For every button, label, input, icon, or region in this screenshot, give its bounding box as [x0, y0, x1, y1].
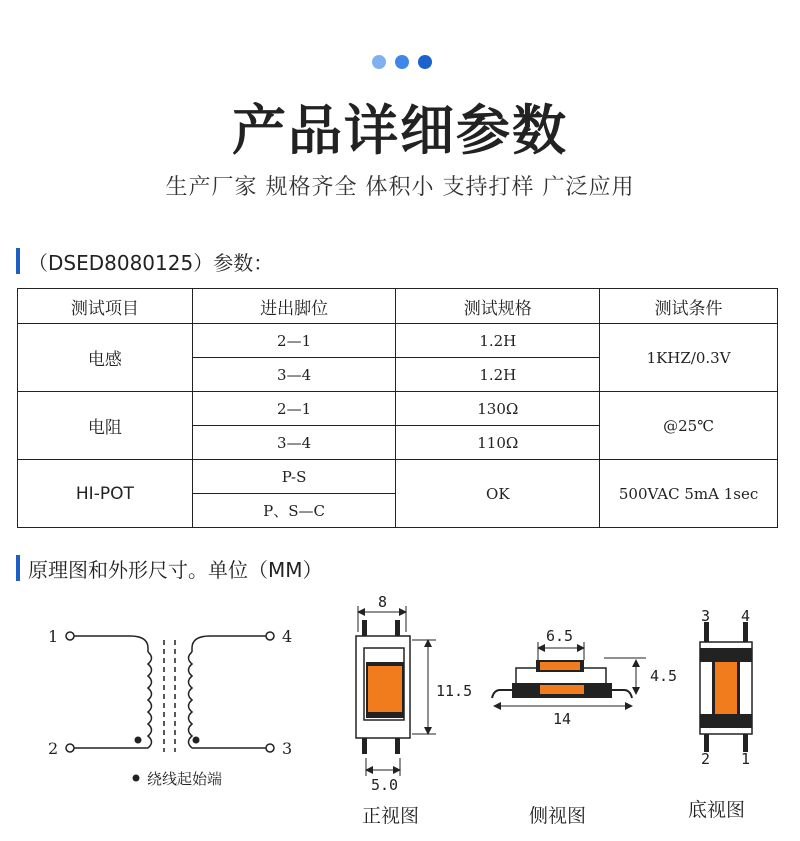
pin-label: 3 — [282, 739, 293, 758]
side-view — [492, 642, 646, 706]
pin-label: 3 — [701, 607, 711, 625]
table-header-row — [18, 289, 778, 324]
side-view-caption: 侧视图 — [529, 805, 587, 827]
front-view — [356, 606, 436, 776]
primary-lead-top — [74, 636, 148, 652]
bottom-view — [700, 622, 752, 752]
table-row — [18, 392, 778, 426]
pin-terminal — [266, 744, 274, 752]
front-view-caption: 正视图 — [362, 805, 420, 827]
cell-spec: 1.2H — [396, 358, 600, 392]
accent-bar — [16, 555, 20, 581]
legend-dot — [133, 775, 140, 782]
cell-spec: OK — [396, 460, 600, 528]
cell-pins: 3—4 — [192, 426, 396, 460]
pin-label: 1 — [48, 627, 59, 646]
col-header-condition: 测试条件 — [600, 289, 778, 324]
spec-table — [17, 288, 778, 528]
secondary-lead-top — [192, 636, 266, 652]
pin-label: 2 — [48, 739, 59, 758]
accent-bar — [16, 248, 20, 274]
dim-label: 8 — [378, 593, 388, 611]
dim-label: 14 — [553, 710, 572, 728]
legend-text: 绕线起始端 — [147, 770, 223, 788]
pin-label: 4 — [282, 627, 293, 646]
pin-label: 4 — [741, 607, 751, 625]
pin-label: 2 — [701, 750, 711, 768]
cell-item-hipot: HI-POT — [18, 460, 193, 528]
winding-start-dot — [135, 737, 142, 744]
params-heading — [16, 248, 273, 274]
secondary-coil — [189, 652, 193, 748]
cell-pins: P-S — [192, 460, 396, 494]
cell-pins: 2—1 — [192, 392, 396, 426]
cell-pins: P、S—C — [192, 494, 396, 528]
primary-coil — [148, 652, 152, 748]
cell-pins: 2—1 — [192, 324, 396, 358]
col-header-pins: 进出脚位 — [192, 289, 396, 324]
cell-condition: 1KHZ/0.3V — [600, 324, 778, 392]
cell-item-resistance: 电阻 — [18, 392, 193, 460]
pin-terminal — [266, 632, 274, 640]
bottom-view-caption: 底视图 — [688, 799, 746, 821]
cell-spec: 1.2H — [396, 324, 600, 358]
dot-3 — [418, 55, 432, 69]
cell-spec: 110Ω — [396, 426, 600, 460]
dim-label: 11.5 — [436, 682, 473, 700]
decor-dots — [372, 55, 432, 69]
dim-label: 4.5 — [650, 667, 678, 685]
schematic-diagram — [66, 632, 274, 752]
cell-pins: 3—4 — [192, 358, 396, 392]
page-subtitle: 生产厂家 规格齐全 体积小 支持打样 广泛应用 — [165, 175, 635, 200]
drawings — [0, 590, 800, 841]
col-header-item: 测试项目 — [18, 289, 193, 324]
pin-terminal — [66, 744, 74, 752]
cell-spec: 130Ω — [396, 392, 600, 426]
dim-label: 6.5 — [546, 627, 574, 645]
dim-label: 5.0 — [371, 776, 399, 794]
winding-start-dot — [193, 737, 200, 744]
cell-condition: @25℃ — [600, 392, 778, 460]
col-header-spec: 测试规格 — [396, 289, 600, 324]
pin-label: 1 — [741, 750, 751, 768]
drawing-heading-text: 原理图和外形尺寸。单位（MM） — [28, 557, 323, 582]
params-heading-text: （DSED8080125）参数： — [28, 250, 274, 275]
dot-1 — [372, 55, 386, 69]
cell-item-inductance: 电感 — [18, 324, 193, 392]
table-row — [18, 460, 778, 494]
cell-condition: 500VAC 5mA 1sec — [600, 460, 778, 528]
page-title: 产品详细参数 — [232, 99, 568, 162]
pin-terminal — [66, 632, 74, 640]
dot-2 — [395, 55, 409, 69]
drawing-heading — [16, 555, 323, 581]
table-row — [18, 324, 778, 358]
